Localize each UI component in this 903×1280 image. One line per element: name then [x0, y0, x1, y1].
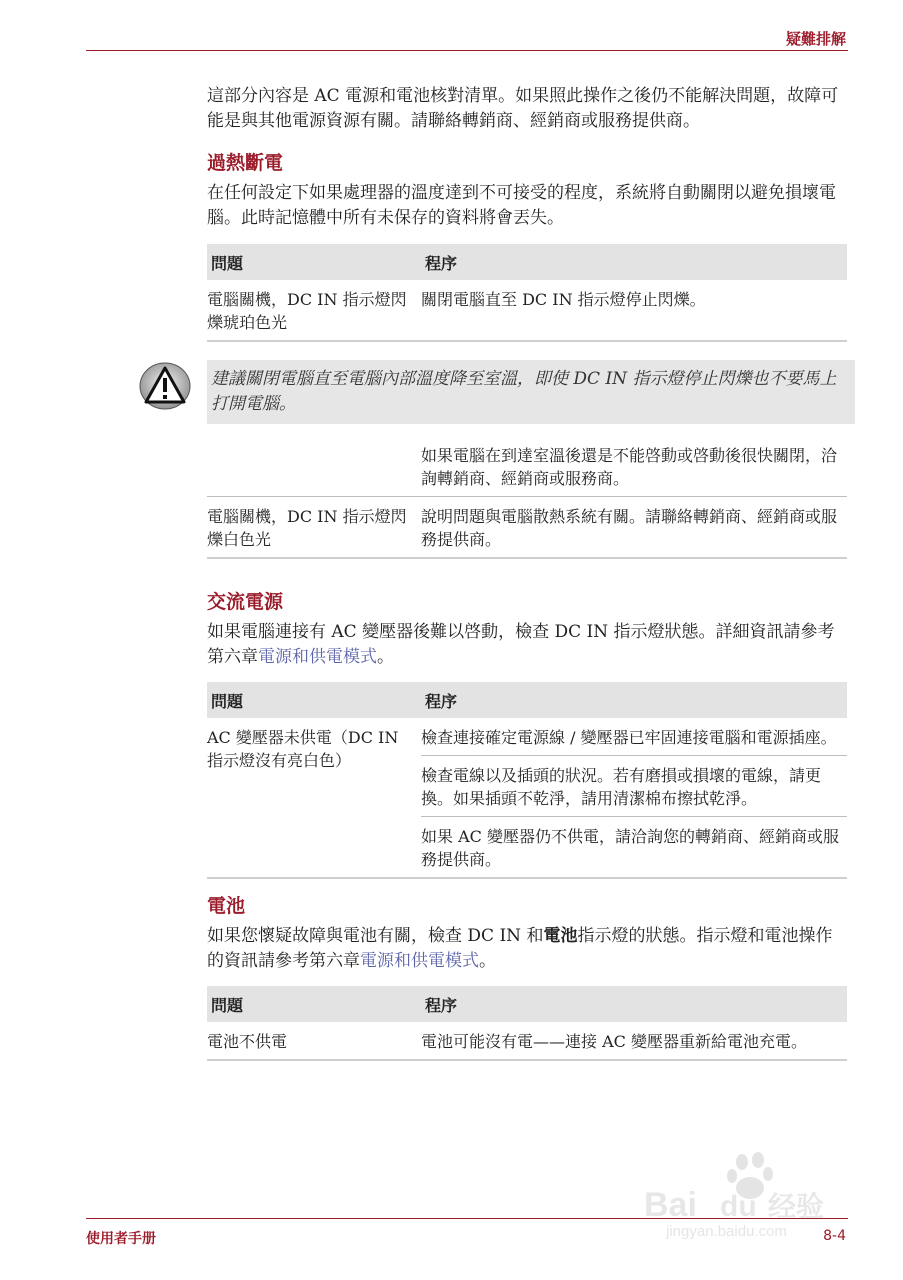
intro-paragraph: 這部分內容是 AC 電源和電池核對清單。如果照此操作之後仍不能解決問題，故障可能是與其他電源資源有關。請聯絡轉銷商、經銷商或服務提供商。	[207, 86, 839, 131]
ac-desc-link[interactable]: 電源和供電模式	[258, 647, 377, 667]
section-title-overheat: 過熱斷電	[207, 152, 284, 174]
ac-desc-end: 。	[377, 647, 394, 667]
ac-table	[207, 682, 847, 879]
page-number: 8-4	[823, 1228, 846, 1244]
baidu-watermark	[640, 1150, 850, 1240]
footer-rule	[86, 1218, 848, 1219]
procedure-cell: 關閉電腦直至 DC IN 指示燈停止閃爍。	[421, 280, 847, 341]
page-content	[207, 84, 847, 1061]
col-header-problem: 問題	[207, 682, 421, 718]
warning-icon	[139, 362, 191, 410]
problem-cell: 電池不供電	[207, 1022, 421, 1060]
procedure-cell: 如果電腦在到達室溫後還是不能啓動或啓動後很快關閉，洽詢轉銷商、經銷商或服務商。	[421, 436, 847, 497]
watermark-brand: Bai	[644, 1186, 697, 1224]
ac-desc-text: 如果電腦連接有 AC 變壓器後難以啓動，檢查 DC IN 指示燈狀態。詳細資訊請參考第六章	[207, 622, 835, 667]
col-header-procedure: 程序	[421, 986, 847, 1022]
problem-cell: 電腦關機，DC IN 指示燈閃爍白色光	[207, 497, 421, 559]
battery-desc-bold: 電池	[543, 926, 578, 946]
overheat-table-cont	[207, 436, 847, 559]
procedure-cell: 檢查連接確定電源線 / 變壓器已牢固連接電腦和電源插座。	[421, 718, 847, 756]
battery-desc-end: 。	[479, 951, 496, 971]
problem-cell-empty	[207, 436, 421, 497]
ac-desc	[207, 620, 847, 670]
battery-desc-link[interactable]: 電源和供電模式	[360, 951, 479, 971]
footer-title: 使用者手册	[86, 1231, 156, 1247]
battery-desc-text: 如果您懷疑故障與電池有關，檢查 DC IN 和	[207, 926, 544, 946]
procedure-cell: 如果 AC 變壓器仍不供電，請洽詢您的轉銷商、經銷商或服務提供商。	[421, 817, 847, 879]
watermark-url: jingyan.baidu.com	[666, 1223, 787, 1240]
col-header-problem: 問題	[207, 244, 421, 280]
section-title-ac: 交流電源	[207, 591, 284, 613]
procedure-cell: 檢查電線以及插頭的狀況。若有磨損或損壞的電線，請更換。如果插頭不乾淨，請用清潔棉布擦拭乾淨。	[421, 756, 847, 817]
col-header-problem: 問題	[207, 986, 421, 1022]
header-rule	[86, 50, 848, 51]
problem-cell: 電腦關機，DC IN 指示燈閃爍琥珀色光	[207, 280, 421, 341]
watermark-brand2: du	[720, 1190, 757, 1223]
col-header-procedure: 程序	[421, 244, 847, 280]
problem-cell: AC 變壓器未供電（DC IN 指示燈沒有亮白色）	[207, 718, 421, 878]
procedure-cell: 電池可能沒有電——連接 AC 變壓器重新給電池充電。	[421, 1022, 847, 1060]
overheat-desc: 在任何設定下如果處理器的溫度達到不可接受的程度，系統將自動關閉以避免損壞電腦。此時記憶體中所有未保存的資料將會丟失。	[207, 183, 836, 228]
section-title-battery: 電池	[207, 895, 246, 917]
battery-desc	[207, 924, 847, 974]
overheat-table	[207, 244, 847, 342]
header-title: 疑難排解	[785, 30, 846, 48]
battery-table	[207, 986, 847, 1061]
warning-box	[207, 360, 855, 424]
watermark-cn: 经验	[768, 1190, 825, 1223]
col-header-procedure: 程序	[421, 682, 847, 718]
procedure-cell: 說明問題與電腦散熱系統有關。請聯絡轉銷商、經銷商或服務提供商。	[421, 497, 847, 559]
warning-text: 建議關閉電腦直至電腦內部溫度降至室溫，即使 DC IN 指示燈停止閃爍也不要馬上打開電腦。	[211, 369, 837, 414]
battery-desc-text2: 指示燈的狀態。指示燈和電池操作的資訊請參考第六章	[207, 926, 833, 971]
